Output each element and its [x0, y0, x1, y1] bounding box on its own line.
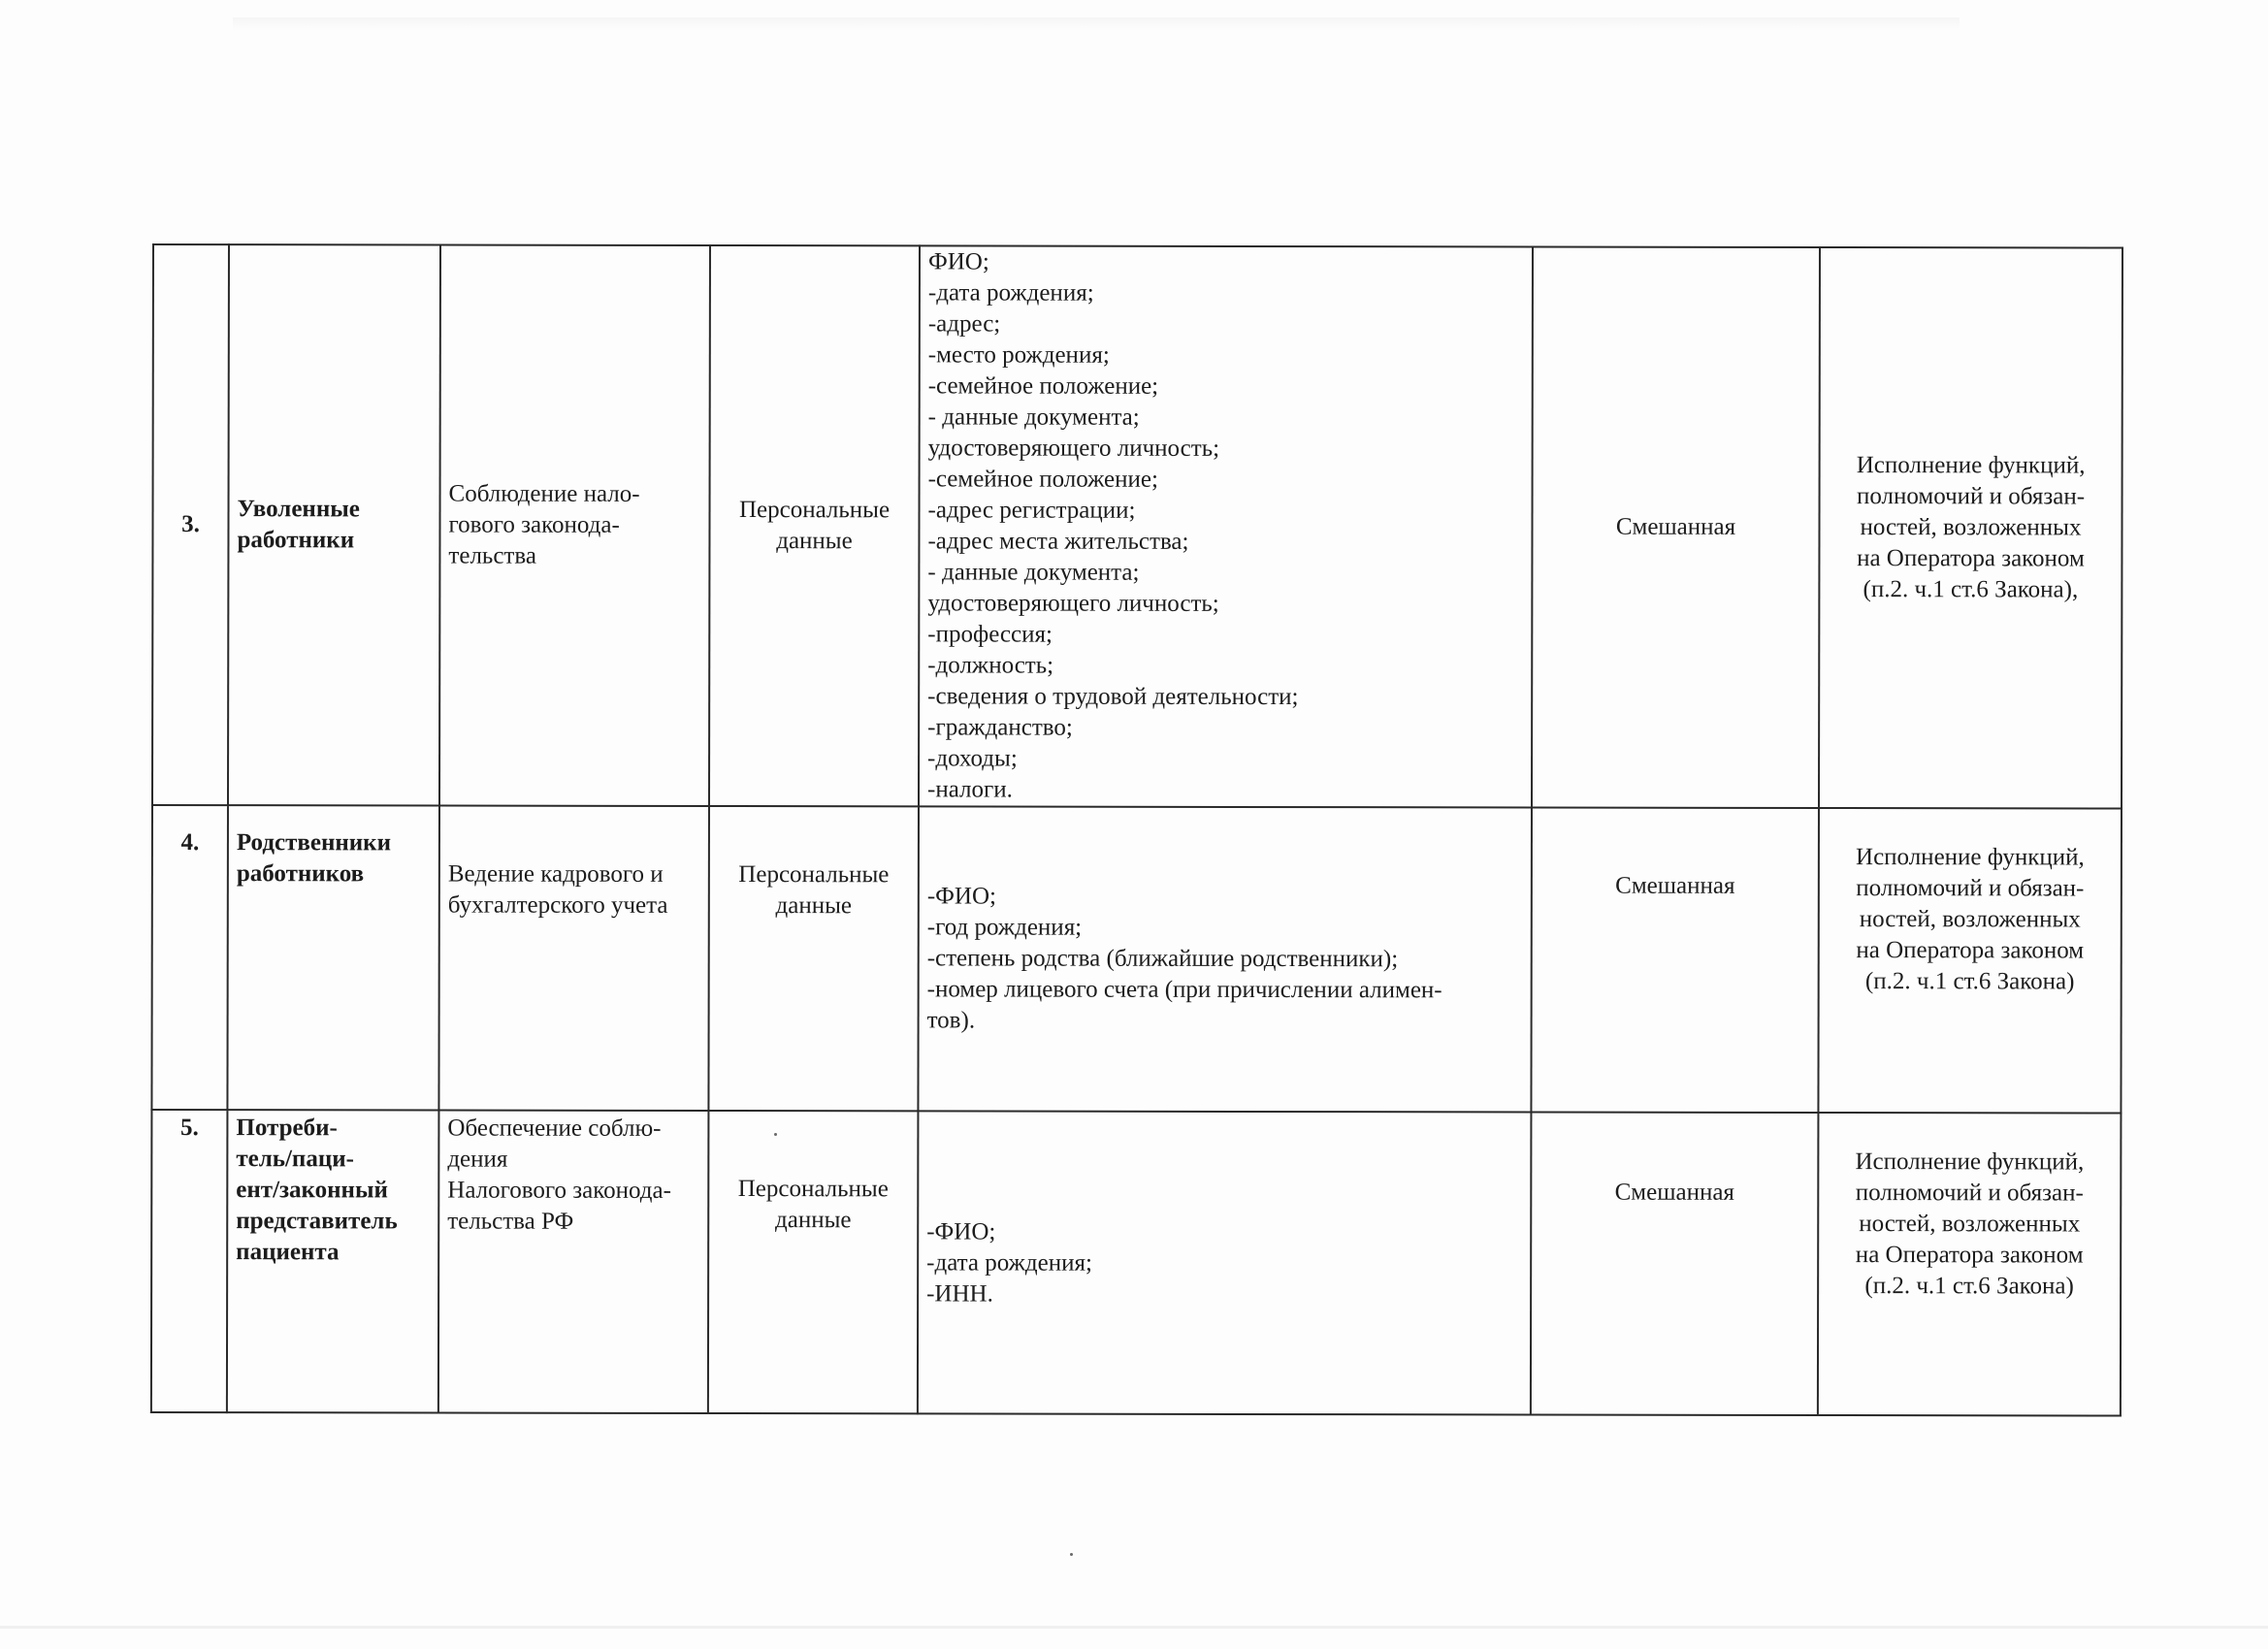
purpose-line: бухгалтерского учета: [447, 891, 668, 919]
data-list-item: -ФИО;: [926, 1218, 996, 1245]
data-list-item: -адрес;: [927, 310, 1001, 338]
data-list-cell: [918, 806, 1532, 1112]
subject-line: работников: [236, 860, 365, 888]
basis-line: Исполнение функций,: [1855, 1148, 2085, 1176]
purpose-line: дения: [447, 1146, 508, 1173]
table-row: [151, 805, 2122, 1114]
basis-line: полномочий и обязан-: [1856, 483, 2086, 510]
data-subject-cell: [227, 805, 439, 1110]
data-list-item: -номер лицевого счета (при причислении алимен-: [926, 976, 1442, 1004]
subject-line: ент/законный: [236, 1177, 388, 1204]
scan-speck: [774, 1133, 777, 1136]
data-list-item: -профессия;: [927, 621, 1053, 648]
category-line: Персональные: [737, 1176, 889, 1203]
subject-line: тель/паци-: [236, 1146, 354, 1173]
basis-line: (п.2. ч.1 ст.6 Закона),: [1863, 576, 2079, 603]
purpose-cell: [438, 806, 709, 1111]
data-list-item: - данные документа;: [927, 559, 1140, 586]
basis-line: на Оператора законом: [1856, 937, 2085, 964]
basis-line: Исполнение функций,: [1856, 452, 2086, 479]
category-cell: [708, 1111, 919, 1413]
basis-line: ностей, возложенных: [1860, 514, 2082, 541]
data-subject-cell: [227, 1110, 439, 1412]
category-line: данные: [775, 892, 853, 920]
subject-line: Родственники: [236, 829, 392, 857]
purpose-cell: [438, 1111, 709, 1413]
processing-method-cell: Смешанная: [1532, 246, 1820, 808]
basis-line: ностей, возложенных: [1859, 906, 2081, 933]
data-list-item: -дата рождения;: [927, 279, 1094, 307]
scan-edge: [0, 1626, 2268, 1629]
data-list-item: - данные документа;: [927, 404, 1140, 431]
basis-line: на Оператора законом: [1855, 1242, 2084, 1269]
basis-line: Исполнение функций,: [1856, 844, 2085, 871]
legal-basis-cell: [1818, 808, 2122, 1114]
data-list-item: -семейное положение;: [927, 372, 1159, 400]
data-list-item: -ИНН.: [926, 1280, 993, 1308]
purpose-line: тельства РФ: [447, 1208, 574, 1235]
purpose-cell: [439, 245, 710, 806]
data-list-item: ФИО;: [927, 248, 989, 275]
legal-basis-cell: [1819, 247, 2122, 809]
data-list-item: -адрес регистрации;: [927, 497, 1136, 524]
category-cell: [708, 806, 919, 1111]
basis-line: полномочий и обязан-: [1856, 875, 2085, 902]
subject-line: представитель: [236, 1208, 398, 1235]
data-list-item: -гражданство;: [927, 714, 1073, 741]
subject-line: Потреби-: [236, 1115, 338, 1142]
data-list-item: удостоверяющего личность;: [927, 590, 1219, 617]
data-list-item: -семейное положение;: [927, 466, 1158, 493]
data-list-cell: [918, 1111, 1532, 1414]
purpose-line: Ведение кадрового и: [447, 860, 664, 888]
category-line: Персональные: [738, 861, 890, 889]
purpose-line: гового законода-: [448, 511, 620, 538]
data-list-item: -сведения о трудовой деятельности;: [927, 683, 1299, 711]
data-list-item: -налоги.: [926, 776, 1013, 803]
data-list-item: тов).: [926, 1007, 976, 1034]
basis-line: (п.2. ч.1 ст.6 Закона): [1864, 968, 2075, 995]
purpose-line: Налогового законода-: [447, 1177, 671, 1204]
purpose-line: тельства: [448, 542, 536, 569]
data-list-item: -должность;: [927, 652, 1054, 679]
basis-line: ностей, возложенных: [1859, 1211, 2081, 1238]
row-number: 4.: [151, 805, 228, 1110]
scan-shadow: [233, 17, 1960, 31]
row-number: 3.: [152, 244, 229, 805]
processing-method-cell: Смешанная: [1531, 1112, 1819, 1415]
data-list-item: -степень родства (ближайшие родственники);: [926, 945, 1399, 973]
data-list-item: -доходы;: [927, 745, 1018, 772]
data-list-item: -место рождения;: [927, 341, 1110, 369]
basis-line: на Оператора законом: [1857, 545, 2085, 572]
table-row: [151, 1110, 2122, 1416]
category-line: данные: [776, 528, 853, 555]
data-list-item: -год рождения;: [926, 914, 1083, 941]
processing-method-cell: Смешанная: [1531, 807, 1819, 1113]
category-cell: [709, 245, 920, 806]
category-line: данные: [774, 1207, 852, 1234]
basis-line: полномочий и обязан-: [1855, 1180, 2084, 1207]
subject-line: пациента: [236, 1239, 340, 1266]
basis-line: (п.2. ч.1 ст.6 Закона): [1864, 1273, 2074, 1300]
subject-line: работники: [237, 527, 355, 554]
purpose-line: Соблюдение нало-: [448, 480, 640, 507]
personal-data-table: [150, 243, 2123, 1417]
row-number: 5.: [151, 1110, 228, 1412]
data-list-item: -дата рождения;: [926, 1249, 1092, 1277]
subject-line: Уволенные: [237, 496, 360, 523]
data-list-item: удостоверяющего личность;: [927, 435, 1220, 462]
data-list-item: -ФИО;: [926, 883, 996, 910]
scan-speck: [1070, 1553, 1073, 1556]
category-line: Персональные: [738, 497, 891, 524]
table-row: [152, 244, 2122, 809]
data-list-cell: [919, 245, 1533, 807]
legal-basis-cell: [1818, 1113, 2122, 1416]
data-subject-cell: [228, 244, 440, 805]
purpose-line: Обеспечение соблю-: [447, 1115, 662, 1142]
data-list-item: -адрес места жительства;: [927, 528, 1189, 555]
